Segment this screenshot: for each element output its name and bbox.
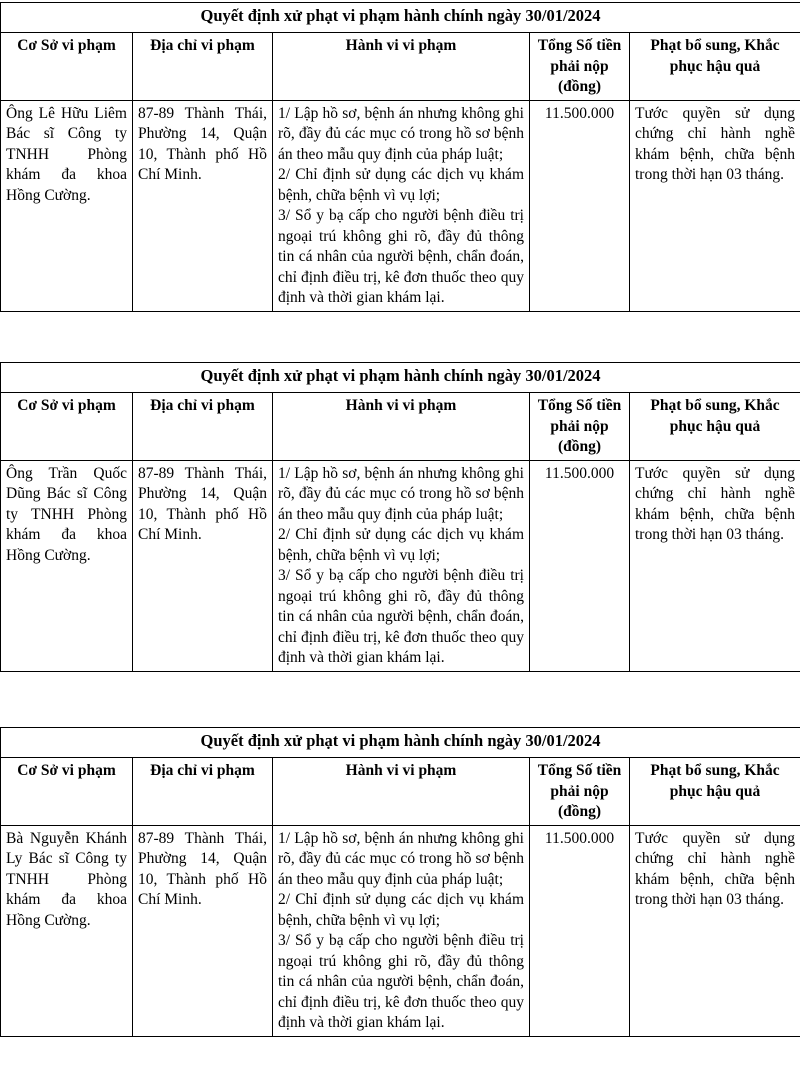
header-entity: Cơ Sở vi phạm (1, 758, 133, 826)
violation-item: 1/ Lập hồ sơ, bệnh án nhưng không ghi rõ, đầy đủ các mục có trong hồ sơ bệnh án theo mẫu quy định của pháp luật; (278, 464, 524, 523)
entity-cell: Bà Nguyễn Khánh Ly Bác sĩ Công ty TNHH Phòng khám đa khoa Hồng Cường. (1, 825, 133, 1036)
violation-item: 3/ Sổ y bạ cấp cho người bệnh điều trị ngoại trú không ghi rõ, đầy đủ thông tin cá nhân của người bệnh, chẩn đoán, chỉ định điều trị, kê đơn thuốc theo quy định và thời gian khám lại. (278, 207, 524, 306)
header-entity: Cơ Sở vi phạm (1, 33, 133, 101)
decision-title: Quyết định xử phạt vi phạm hành chính ngày 30/01/2024 (1, 363, 800, 393)
decision-table (0, 362, 800, 672)
table-row (1, 460, 800, 671)
decision-title: Quyết định xử phạt vi phạm hành chính ngày 30/01/2024 (1, 3, 800, 33)
violation-item: 3/ Sổ y bạ cấp cho người bệnh điều trị ngoại trú không ghi rõ, đầy đủ thông tin cá nhân của người bệnh, chẩn đoán, chỉ định điều trị, kê đơn thuốc theo quy định và thời gian khám lại. (278, 567, 524, 666)
violation-item: 3/ Sổ y bạ cấp cho người bệnh điều trị ngoại trú không ghi rõ, đầy đủ thông tin cá nhân của người bệnh, chẩn đoán, chỉ định điều trị, kê đơn thuốc theo quy định và thời gian khám lại. (278, 932, 524, 1031)
header-extra: Phạt bổ sung, Khắc phục hậu quả (630, 758, 800, 826)
address-cell: 87-89 Thành Thái, Phường 14, Quận 10, Thành phố Hồ Chí Minh. (133, 100, 273, 311)
violation-item: 1/ Lập hồ sơ, bệnh án nhưng không ghi rõ, đầy đủ các mục có trong hồ sơ bệnh án theo mẫu quy định của pháp luật; (278, 104, 524, 163)
header-fine: Tổng Số tiền phải nộp (đồng) (530, 758, 630, 826)
decision-block-3 (0, 727, 800, 1037)
header-extra: Phạt bổ sung, Khắc phục hậu quả (630, 33, 800, 101)
decision-table (0, 2, 800, 312)
extra-penalty-cell: Tước quyền sử dụng chứng chỉ hành nghề khám bệnh, chữa bệnh trong thời hạn 03 tháng. (630, 825, 800, 1036)
header-violation: Hành vi vi phạm (273, 33, 530, 101)
violation-item: 1/ Lập hồ sơ, bệnh án nhưng không ghi rõ, đầy đủ các mục có trong hồ sơ bệnh án theo mẫu quy định của pháp luật; (278, 829, 524, 888)
header-address: Địa chỉ vi phạm (133, 393, 273, 461)
header-address: Địa chỉ vi phạm (133, 33, 273, 101)
violation-cell (273, 460, 530, 671)
entity-cell: Ông Trần Quốc Dũng Bác sĩ Công ty TNHH Phòng khám đa khoa Hồng Cường. (1, 460, 133, 671)
extra-penalty-cell: Tước quyền sử dụng chứng chỉ hành nghề khám bệnh, chữa bệnh trong thời hạn 03 tháng. (630, 100, 800, 311)
fine-cell: 11.500.000 (530, 100, 630, 311)
extra-penalty-cell: Tước quyền sử dụng chứng chỉ hành nghề khám bệnh, chữa bệnh trong thời hạn 03 tháng. (630, 460, 800, 671)
violation-item: 2/ Chỉ định sử dụng các dịch vụ khám bệnh, chữa bệnh vì vụ lợi; (278, 526, 524, 564)
decision-table (0, 727, 800, 1037)
entity-cell: Ông Lê Hữu Liêm Bác sĩ Công ty TNHH Phòng khám đa khoa Hồng Cường. (1, 100, 133, 311)
decision-block-1 (0, 2, 800, 312)
table-row (1, 100, 800, 311)
header-extra: Phạt bổ sung, Khắc phục hậu quả (630, 393, 800, 461)
header-fine: Tổng Số tiền phải nộp (đồng) (530, 33, 630, 101)
table-row (1, 825, 800, 1036)
header-violation: Hành vi vi phạm (273, 758, 530, 826)
fine-cell: 11.500.000 (530, 460, 630, 671)
header-entity: Cơ Sở vi phạm (1, 393, 133, 461)
violation-item: 2/ Chỉ định sử dụng các dịch vụ khám bệnh, chữa bệnh vì vụ lợi; (278, 166, 524, 204)
address-cell: 87-89 Thành Thái, Phường 14, Quận 10, Thành phố Hồ Chí Minh. (133, 460, 273, 671)
address-cell: 87-89 Thành Thái, Phường 14, Quận 10, Thành phố Hồ Chí Minh. (133, 825, 273, 1036)
decision-title: Quyết định xử phạt vi phạm hành chính ngày 30/01/2024 (1, 728, 800, 758)
header-address: Địa chỉ vi phạm (133, 758, 273, 826)
violation-item: 2/ Chỉ định sử dụng các dịch vụ khám bệnh, chữa bệnh vì vụ lợi; (278, 891, 524, 929)
decision-block-2 (0, 362, 800, 672)
violation-cell (273, 825, 530, 1036)
header-violation: Hành vi vi phạm (273, 393, 530, 461)
fine-cell: 11.500.000 (530, 825, 630, 1036)
header-fine: Tổng Số tiền phải nộp (đồng) (530, 393, 630, 461)
violation-cell (273, 100, 530, 311)
